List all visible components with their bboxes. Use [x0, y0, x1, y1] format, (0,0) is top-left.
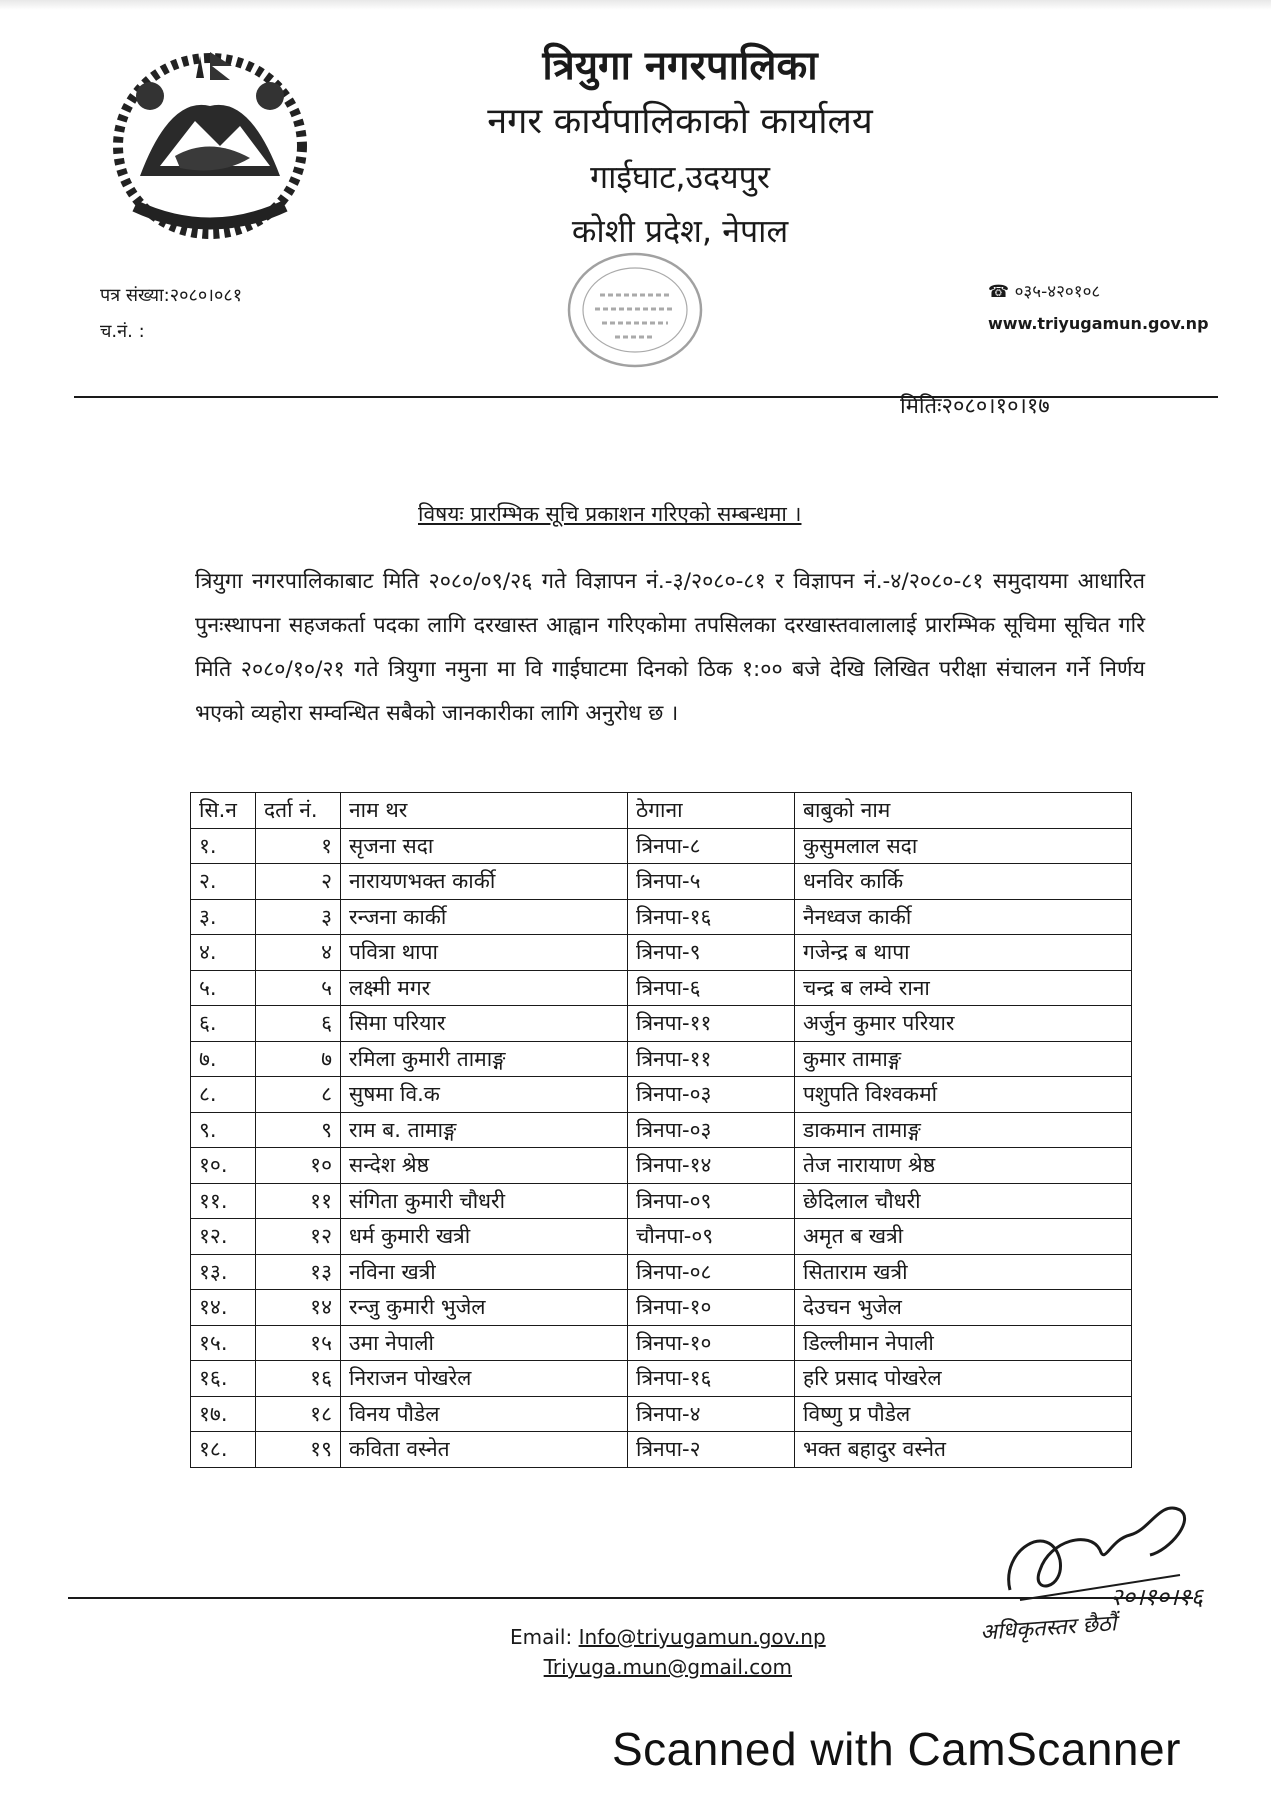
cell-address: त्रिनपा-९ — [628, 935, 795, 971]
table-row — [191, 1361, 1132, 1397]
cell-serial: १०. — [191, 1148, 256, 1184]
website-link[interactable]: www.triyugamun.gov.np — [988, 314, 1209, 333]
nepal-government-emblem-icon — [100, 36, 320, 246]
cell-registration: ९ — [256, 1112, 341, 1148]
footer-contact — [510, 1622, 826, 1682]
cell-father-name: चन्द्र ब लम्वे राना — [795, 970, 1132, 1006]
cell-serial: १३. — [191, 1254, 256, 1290]
table-row — [191, 864, 1132, 900]
email-link-secondary[interactable]: Triyuga.mun@gmail.com — [543, 1655, 792, 1679]
cell-registration: ३ — [256, 899, 341, 935]
table-row — [191, 828, 1132, 864]
cell-serial: ८. — [191, 1077, 256, 1113]
footer-divider — [68, 1597, 1193, 1599]
table-row — [191, 1041, 1132, 1077]
letter-subject: विषयः प्रारम्भिक सूचि प्रकाशन गरिएको सम्बन्धमा । — [418, 502, 802, 526]
cell-registration: १२ — [256, 1219, 341, 1255]
cell-name: कविता वस्नेत — [341, 1432, 628, 1468]
cell-father-name: गजेन्द्र ब थापा — [795, 935, 1132, 971]
cell-father-name: तेज नारायाण श्रेष्ठ — [795, 1148, 1132, 1184]
cell-address: त्रिनपा-०३ — [628, 1112, 795, 1148]
cell-registration: ५ — [256, 970, 341, 1006]
cell-registration: ७ — [256, 1041, 341, 1077]
cell-name: रन्जु कुमारी भुजेल — [341, 1290, 628, 1326]
office-stamp — [560, 245, 710, 375]
cell-serial: १७. — [191, 1396, 256, 1432]
cell-father-name: कुमार तामाङ्ग — [795, 1041, 1132, 1077]
letterhead-title-block — [420, 38, 940, 258]
cell-name: धर्म कुमारी खत्री — [341, 1219, 628, 1255]
cell-address: त्रिनपा-१० — [628, 1325, 795, 1361]
header-father-name: बाबुको नाम — [795, 793, 1132, 829]
letter-date: मितिः२०८०।१०।१७ — [900, 394, 1050, 419]
cell-serial: १. — [191, 828, 256, 864]
cell-address: त्रिनपा-०९ — [628, 1183, 795, 1219]
cell-name: सृजना सदा — [341, 828, 628, 864]
table-row — [191, 1148, 1132, 1184]
cell-serial: १५. — [191, 1325, 256, 1361]
province-country: कोशी प्रदेश, नेपाल — [571, 212, 789, 250]
table-row — [191, 1219, 1132, 1255]
cell-name: उमा नेपाली — [341, 1325, 628, 1361]
table-row — [191, 1112, 1132, 1148]
cell-serial: ९. — [191, 1112, 256, 1148]
email-link-primary[interactable]: Info@triyugamun.gov.np — [578, 1625, 826, 1649]
cell-father-name: धनविर कार्कि — [795, 864, 1132, 900]
cell-name: नारायणभक्त कार्की — [341, 864, 628, 900]
cell-name: नविना खत्री — [341, 1254, 628, 1290]
cell-father-name: देउचन भुजेल — [795, 1290, 1132, 1326]
camscanner-watermark: Scanned with CamScanner — [612, 1723, 1181, 1775]
cell-address: त्रिनपा-११ — [628, 1006, 795, 1042]
cell-address: त्रिनपा-०३ — [628, 1077, 795, 1113]
header-serial: सि.न — [191, 793, 256, 829]
phone-number: ☎ ०३५-४२०१०८ — [988, 282, 1101, 302]
cell-registration: १५ — [256, 1325, 341, 1361]
cell-name: रमिला कुमारी तामाङ्ग — [341, 1041, 628, 1077]
cell-name: सुषमा वि.क — [341, 1077, 628, 1113]
header-address: ठेगाना — [628, 793, 795, 829]
cell-serial: ७. — [191, 1041, 256, 1077]
cell-address: त्रिनपा-१६ — [628, 1361, 795, 1397]
cell-serial: १२. — [191, 1219, 256, 1255]
table-row — [191, 899, 1132, 935]
cell-address: त्रिनपा-११ — [628, 1041, 795, 1077]
cell-serial: १४. — [191, 1290, 256, 1326]
table-row — [191, 935, 1132, 971]
cell-serial: ११. — [191, 1183, 256, 1219]
letter-number: पत्र संख्या:२०८०।०८१ — [100, 285, 243, 306]
cell-name: राम ब. तामाङ्ग — [341, 1112, 628, 1148]
cell-registration: १४ — [256, 1290, 341, 1326]
cell-registration: १९ — [256, 1432, 341, 1468]
dispatch-number: च.नं. : — [100, 321, 145, 342]
office-name: नगर कार्यपालिकाको कार्यालय — [487, 101, 873, 142]
cell-name: संगिता कुमारी चौधरी — [341, 1183, 628, 1219]
candidate-table — [190, 792, 1132, 1468]
cell-father-name: अमृत ब खत्री — [795, 1219, 1132, 1255]
cell-father-name: डिल्लीमान नेपाली — [795, 1325, 1132, 1361]
cell-address: त्रिनपा-६ — [628, 970, 795, 1006]
cell-father-name: कुसुमलाल सदा — [795, 828, 1132, 864]
cell-father-name: सिताराम खत्री — [795, 1254, 1132, 1290]
cell-address: त्रिनपा-२ — [628, 1432, 795, 1468]
header-registration: दर्ता नं. — [256, 793, 341, 829]
table-row — [191, 1006, 1132, 1042]
cell-name: पवित्रा थापा — [341, 935, 628, 971]
office-location: गाईघाट,उदयपुर — [590, 158, 770, 196]
cell-serial: २. — [191, 864, 256, 900]
cell-registration: ८ — [256, 1077, 341, 1113]
cell-father-name: भक्त बहादुर वस्नेत — [795, 1432, 1132, 1468]
table-row — [191, 1254, 1132, 1290]
cell-address: त्रिनपा-४ — [628, 1396, 795, 1432]
cell-name: विनय पौडेल — [341, 1396, 628, 1432]
cell-father-name: नैनध्वज कार्की — [795, 899, 1132, 935]
cell-registration: ४ — [256, 935, 341, 971]
cell-father-name: अर्जुन कुमार परियार — [795, 1006, 1132, 1042]
cell-registration: ११ — [256, 1183, 341, 1219]
table-row — [191, 1396, 1132, 1432]
cell-serial: १८. — [191, 1432, 256, 1468]
cell-name: रन्जना कार्की — [341, 899, 628, 935]
cell-address: त्रिनपा-१४ — [628, 1148, 795, 1184]
letter-meta-right — [988, 276, 1209, 340]
cell-registration: ६ — [256, 1006, 341, 1042]
table-row — [191, 1290, 1132, 1326]
table-row — [191, 970, 1132, 1006]
cell-registration: १ — [256, 828, 341, 864]
cell-address: त्रिनपा-५ — [628, 864, 795, 900]
letter-meta-left — [100, 278, 242, 350]
cell-father-name: विष्णु प्र पौडेल — [795, 1396, 1132, 1432]
cell-address: त्रिनपा-१६ — [628, 899, 795, 935]
email-label: Email: — [510, 1625, 579, 1649]
cell-father-name: छेदिलाल चौधरी — [795, 1183, 1132, 1219]
table-row — [191, 1183, 1132, 1219]
cell-registration: १८ — [256, 1396, 341, 1432]
cell-registration: १६ — [256, 1361, 341, 1397]
cell-registration: २ — [256, 864, 341, 900]
signature-date: २०।१०।१६ — [1110, 1583, 1204, 1611]
table-row — [191, 1325, 1132, 1361]
cell-serial: ६. — [191, 1006, 256, 1042]
cell-address: चौनपा-०९ — [628, 1219, 795, 1255]
cell-serial: ४. — [191, 935, 256, 971]
cell-father-name: डाकमान तामाङ्ग — [795, 1112, 1132, 1148]
cell-name: निराजन पोखरेल — [341, 1361, 628, 1397]
cell-name: सिमा परियार — [341, 1006, 628, 1042]
cell-address: त्रिनपा-१० — [628, 1290, 795, 1326]
signatory-title: अधिकृतस्तर छैठौं — [979, 1611, 1118, 1646]
cell-name: सन्देश श्रेष्ठ — [341, 1148, 628, 1184]
cell-name: लक्ष्मी मगर — [341, 970, 628, 1006]
municipality-name: त्रियुगा नगरपालिका — [542, 43, 818, 89]
cell-father-name: पशुपति विश्वकर्मा — [795, 1077, 1132, 1113]
cell-serial: ५. — [191, 970, 256, 1006]
cell-registration: १३ — [256, 1254, 341, 1290]
letter-body: त्रियुगा नगरपालिकाबाट मिति २०८०/०९/२६ गते विज्ञापन नं.-३/२०८०-८१ र विज्ञापन नं.-४/२०८०-८१ समुदायमा आधारित पुनःस्थापना सहजकर्ता पदका लागि दरखास्त आह्वान गरिएकोमा तपसिलका दरखास्तवालालाई प्रारम्भिक सूचिमा सूचित गरि मिति २०८०/१०/२१ गते त्रियुगा नमुना मा वि गाईघाटमा दिनको ठिक १:०० बजे देखि लिखित परीक्षा संचालन गर्ने निर्णय भएको व्यहोरा सम्वन्धित सबैको जानकारीका लागि अनुरोध छ । — [195, 569, 1145, 726]
cell-father-name: हरि प्रसाद पोखरेल — [795, 1361, 1132, 1397]
table-row — [191, 1077, 1132, 1113]
cell-registration: १० — [256, 1148, 341, 1184]
cell-serial: ३. — [191, 899, 256, 935]
header-name: नाम थर — [341, 793, 628, 829]
cell-address: त्रिनपा-८ — [628, 828, 795, 864]
cell-address: त्रिनपा-०८ — [628, 1254, 795, 1290]
cell-serial: १६. — [191, 1361, 256, 1397]
table-row — [191, 1432, 1132, 1468]
scan-top-edge — [0, 0, 1271, 10]
table-header-row — [191, 793, 1132, 829]
